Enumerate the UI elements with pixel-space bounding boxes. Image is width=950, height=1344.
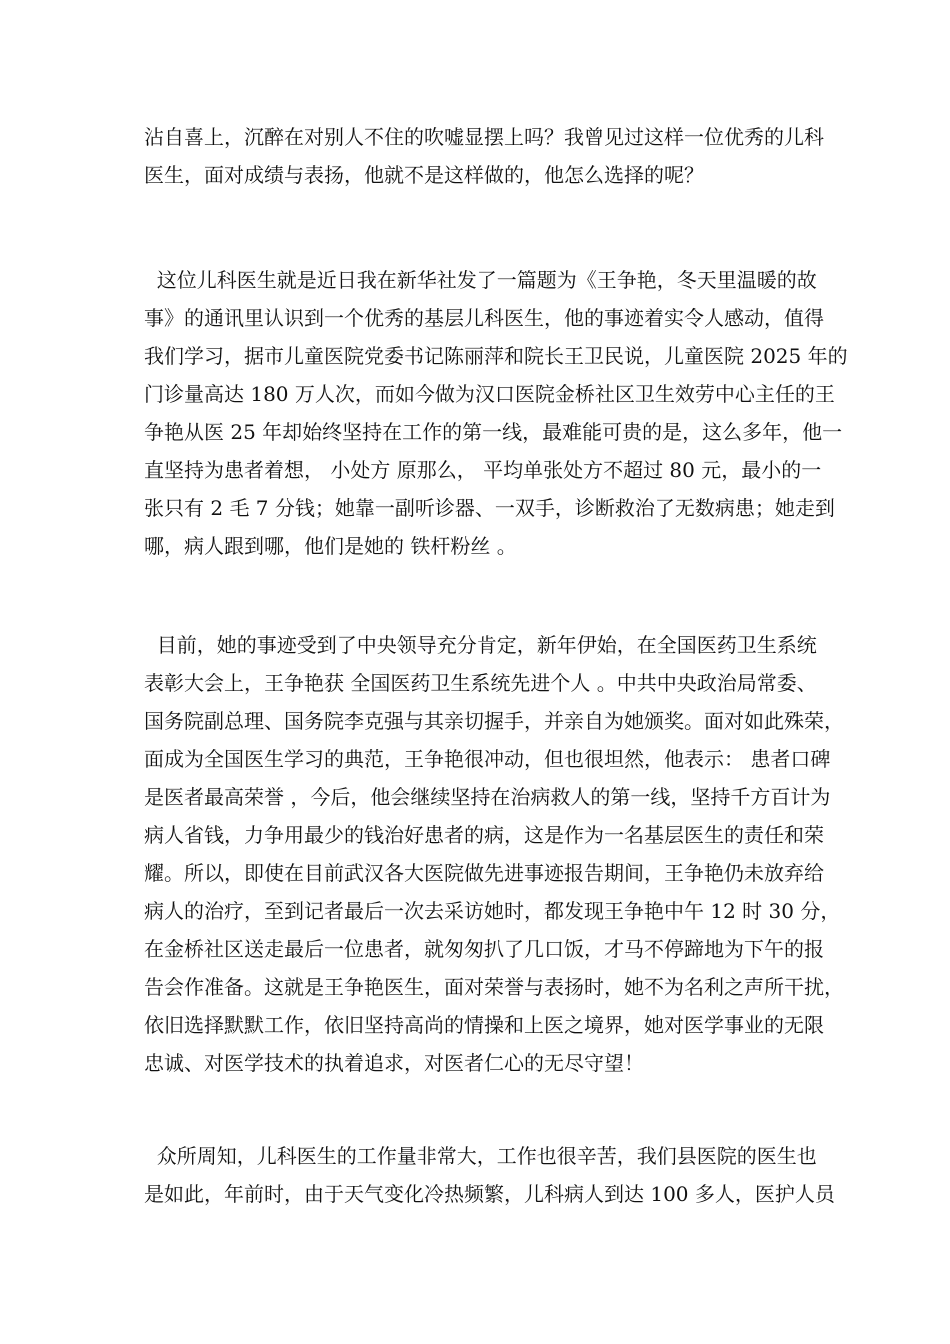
text-line: 表彰大会上，王争艳获 全国医药卫生系统先进个人 。中共中央政治局常委、 — [144, 671, 817, 695]
text-line: 病人省钱，力争用最少的钱治好患者的病，这是作为一名基层医生的责任和荣 — [144, 823, 824, 847]
text-line: 医生，面对成绩与表扬，他就不是这样做的，他怎么选择的呢？ — [144, 163, 704, 187]
text-line: 在金桥社区送走最后一位患者，就匆匆扒了几口饭，才马不停蹄地为下午的报 — [144, 937, 824, 961]
text-line: 张只有 2 毛 7 分钱；她靠一副听诊器、一双手，诊断救治了无数病患；她走到 — [144, 496, 835, 520]
text-line: 告会作准备。这就是王争艳医生，面对荣誉与表扬时，她不为名利之声所干扰， — [144, 975, 844, 999]
text-line: 众所周知，儿科医生的工作量非常大，工作也很辛苦，我们县医院的医生也 — [144, 1144, 817, 1168]
text-line: 目前，她的事迹受到了中央领导充分肯定，新年伊始，在全国医药卫生系统 — [144, 633, 817, 657]
paragraph-4 — [144, 1137, 835, 1213]
text-line: 我们学习，据市儿童医院党委书记陈丽萍和院长王卫民说，儿童医院 2025 年的 — [144, 344, 848, 368]
paragraph-2 — [144, 261, 848, 565]
text-line: 事》的通讯里认识到一个优秀的基层儿科医生，他的事迹着实令人感动，值得 — [144, 306, 824, 330]
text-line: 争艳从医 25 年却始终坚持在工作的第一线，最难能可贵的是，这么多年，他一 — [144, 420, 843, 444]
text-line: 哪，病人跟到哪，他们是她的 铁杆粉丝 。 — [144, 534, 517, 558]
paragraph-1 — [144, 118, 824, 194]
text-line: 这位儿科医生就是近日我在新华社发了一篇题为《王争艳，冬天里温暖的故 — [144, 268, 817, 292]
text-line: 直坚持为患者着想， 小处方 原那么， 平均单张处方不超过 80 元，最小的一 — [144, 458, 822, 482]
text-line: 是医者最高荣誉 ，今后，他会继续坚持在治病救人的第一线，坚持千方百计为 — [144, 785, 831, 809]
text-line: 依旧选择默默工作，依旧坚持高尚的情操和上医之境界，她对医学事业的无限 — [144, 1013, 824, 1037]
text-line: 门诊量高达 180 万人次，而如今做为汉口医院金桥社区卫生效劳中心主任的王 — [144, 382, 835, 406]
text-line: 耀。所以，即使在目前武汉各大医院做先进事迹报告期间，王争艳仍未放弃给 — [144, 861, 824, 885]
text-line: 沾自喜上，沉醉在对别人不住的吹嘘显摆上吗？我曾见过这样一位优秀的儿科 — [144, 125, 824, 149]
text-line: 面成为全国医生学习的典范，王争艳很冲动，但也很坦然，他表示： 患者口碑 — [144, 747, 831, 771]
text-line: 国务院副总理、国务院李克强与其亲切握手，并亲自为她颁奖。面对如此殊荣， — [144, 709, 844, 733]
paragraph-3 — [144, 626, 844, 1082]
text-line: 病人的治疗，至到记者最后一次去采访她时，都发现王争艳中午 12 时 30 分， — [144, 899, 841, 923]
text-line: 忠诚、对医学技术的执着追求，对医者仁心的无尽守望！ — [144, 1051, 644, 1075]
text-line: 是如此，年前时，由于天气变化冷热频繁，儿科病人到达 100 多人，医护人员 — [144, 1182, 835, 1206]
